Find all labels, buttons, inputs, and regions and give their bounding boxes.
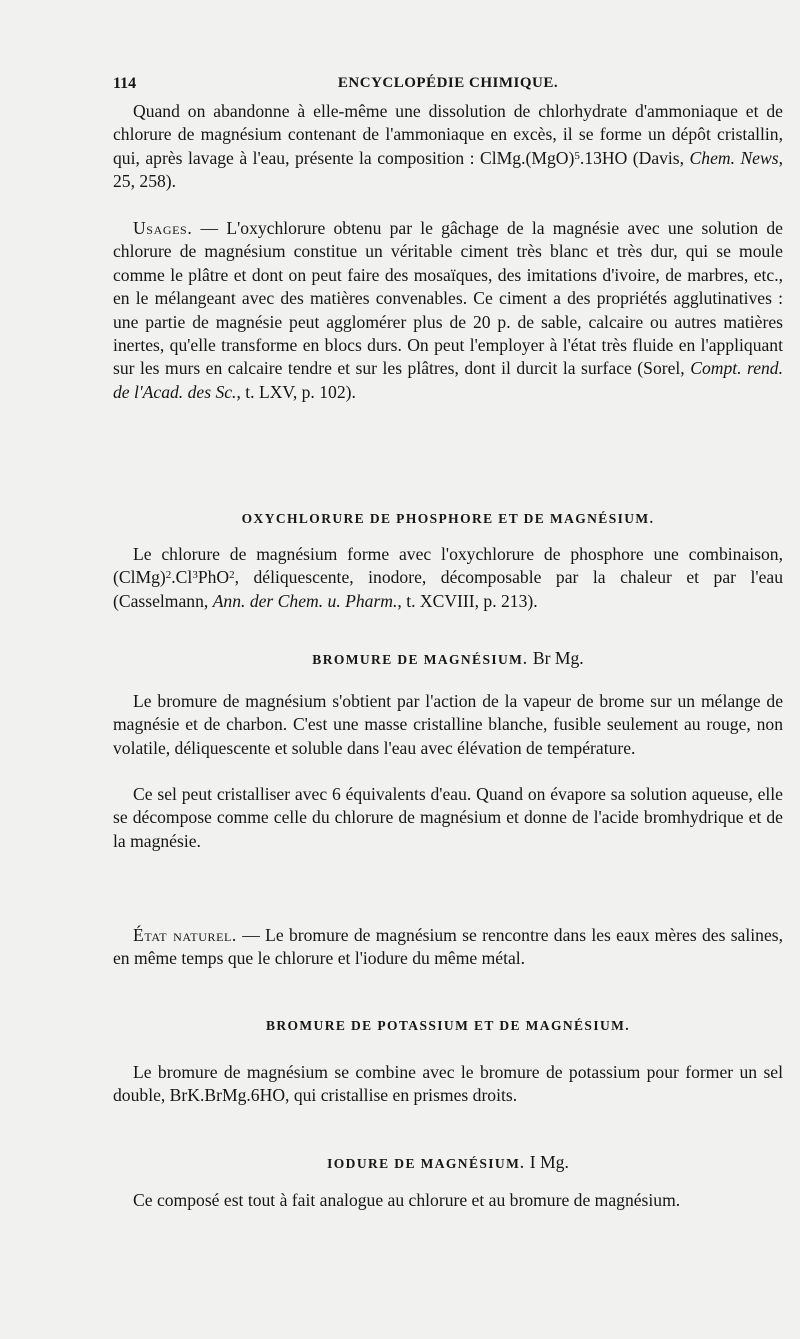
- chemical-formula: Br Mg.: [532, 648, 584, 668]
- chemical-formula: I Mg.: [529, 1152, 569, 1172]
- journal-citation: Ann. der Chem. u. Pharm.: [212, 590, 398, 611]
- page-number: 114: [113, 75, 137, 92]
- paragraph-iodide: Ce composé est tout à fait analogue au chlorure et au bromure de magnésium.: [133, 1190, 681, 1210]
- heading-magnesium-iodide: IODURE DE MAGNÉSIUM. I Mg.: [327, 1152, 569, 1172]
- heading-potassium-magnesium-bromide: BROMURE DE POTASSIUM ET DE MAGNÉSIUM.: [265, 1018, 631, 1033]
- paragraph-natural-state: État naturel. — Le bromure de magnésium se rencontre dans les eaux mères des salines, en même temps que le chlorure et l'iodure du même métal.: [113, 925, 783, 969]
- paragraph-bromide-crystallization: Ce sel peut cristalliser avec 6 équivalents d'eau. Quand on évapore sa solution aqueuse, elle se décompose comme celle du chlorure de magnésium et donne de l'acide bromhydrique et de la magnésie.: [113, 784, 783, 851]
- journal-citation: Chem. News: [689, 147, 779, 168]
- journal-citation: Compt. rend. de l'Acad. des Sc.: [113, 358, 783, 402]
- paragraph-bromide-preparation: Le bromure de magnésium s'obtient par l'action de la vapeur de brome sur un mélange de magnésie et de charbon. C'est une masse cristalline blanche, fusible seulement au rouge, non volatile, déliquescente et soluble dans l'eau avec élévation de température.: [113, 691, 783, 758]
- paragraph-phosphorus-oxychloride: Le chlorure de magnésium forme avec l'oxychlorure de phosphore une combinaison, (ClMg)$^2$.Cl$^3$PhO$^2$, déliquescente, inodore, décomposable par la chaleur et par l'eau (Casselmann, Ann. der Chem. u. Pharm., t. XCVIII, p. 213).: [113, 544, 783, 611]
- paragraph-usages: Usages. — L'oxychlorure obtenu par le gâchage de la magnésie avec une solution de chlorure de magnésium constitue un véritable ciment très blanc et très dur, qui se moule comme le plâtre et dont on peut faire des mosaïques, des imitations d'ivoire, de marbres, etc., en le mélangeant avec des matières convenables. Ce ciment a des propriétés agglutinatives : une partie de magnésie peut agglomérer plus de 20 p. de sable, calcaire ou autres matières inertes, qu'elle transforme en blocs durs. On peut l'employer à l'état très fluide en l'appliquant sur les murs en calcaire tendre et sur les plâtres, dont il durcit la surface (Sorel, Compt. rend. de l'Acad. des Sc., t. LXV, p. 102).: [113, 218, 783, 402]
- section-lead-usages: Usages.: [133, 218, 193, 238]
- heading-phosphorus-oxychloride: OXYCHLORURE DE PHOSPHORE ET DE MAGNÉSIUM.: [241, 511, 655, 526]
- page-header: [113, 75, 783, 97]
- running-title: ENCYCLOPÉDIE CHIMIQUE.: [337, 75, 559, 91]
- paragraph-double-salt: Le bromure de magnésium se combine avec le bromure de potassium pour former un sel double, BrK.BrMg.6HO, qui cristallise en prismes droits.: [113, 1062, 783, 1106]
- paragraph-oxychloride-ammonia: Quand on abandonne à elle-même une dissolution de chlorhydrate d'ammoniaque et de chlorure de magnésium contenant de l'ammoniaque en excès, il se forme un dépôt cristallin, qui, après lavage à l'eau, présente la composition : ClMg.(MgO)$^5$.13HO (Davis, Chem. News, 25, 258).: [113, 101, 783, 192]
- section-lead-natural-state: État naturel.: [133, 925, 237, 945]
- heading-magnesium-bromide: BROMURE DE MAGNÉSIUM. Br Mg.: [312, 648, 584, 668]
